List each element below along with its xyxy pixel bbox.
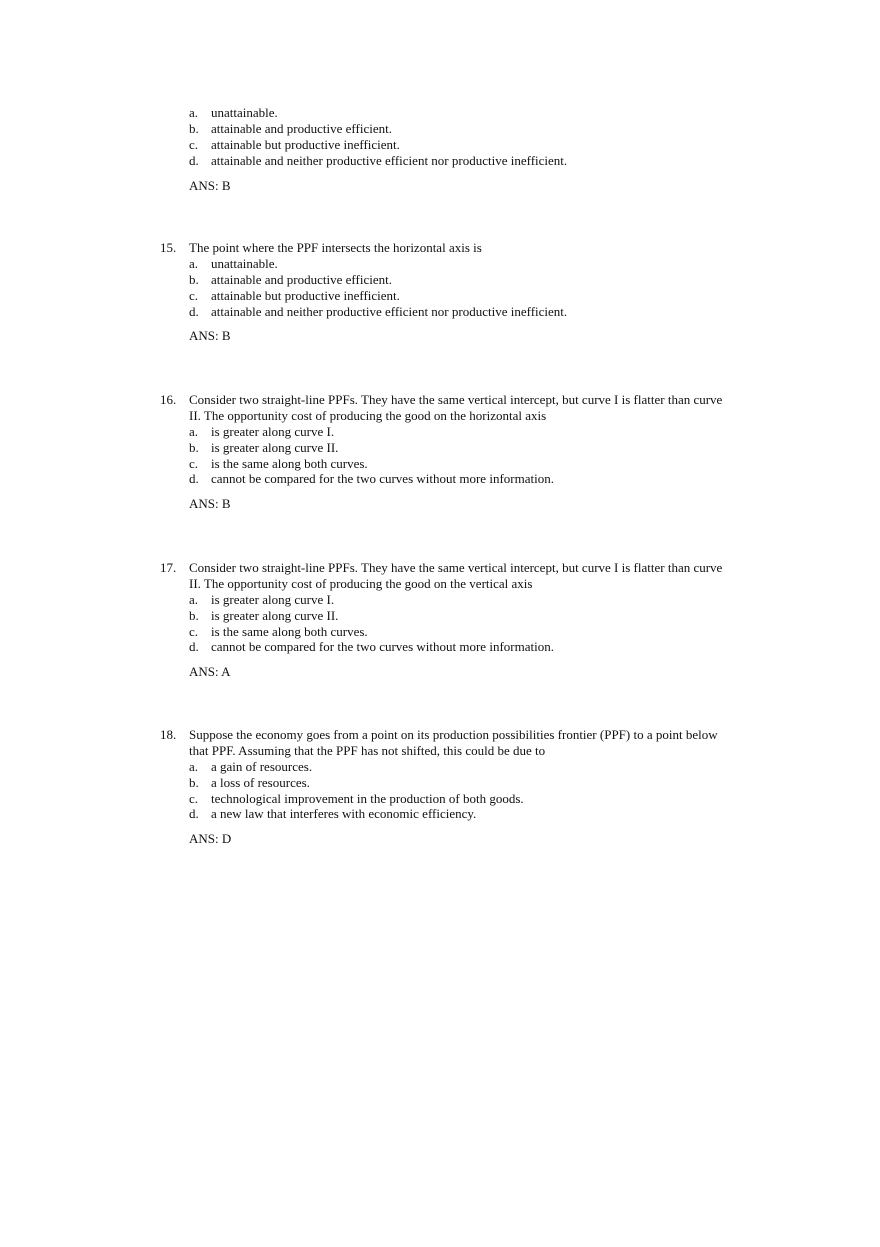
option-letter: c.	[189, 287, 199, 303]
question-stem-line	[0, 727, 880, 743]
spacer	[0, 319, 880, 328]
question-stem-line	[0, 408, 880, 424]
question-stem-line	[0, 743, 880, 759]
answer-option	[0, 456, 880, 472]
option-letter: a.	[189, 255, 199, 271]
answer-line	[0, 178, 880, 194]
answer-key: ANS: B	[189, 328, 231, 344]
option-letter: d.	[189, 152, 199, 168]
option-text: is greater along curve I.	[211, 591, 335, 607]
question-stem-line	[0, 576, 880, 592]
answer-option	[0, 424, 880, 440]
answer-option	[0, 105, 880, 121]
answer-line	[0, 496, 880, 512]
question-stem-text: II. The opportunity cost of producing the good on the horizontal axis	[189, 407, 547, 423]
option-text: technological improvement in the production of both goods.	[211, 790, 524, 806]
option-text: attainable and neither productive efficient nor productive inefficient.	[211, 303, 568, 319]
option-text: cannot be compared for the two curves without more information.	[211, 639, 554, 655]
spacer	[0, 487, 880, 496]
answer-option	[0, 759, 880, 775]
option-text: is greater along curve I.	[211, 423, 335, 439]
option-letter: d.	[189, 806, 199, 822]
option-letter: b.	[189, 607, 199, 623]
option-text: a gain of resources.	[211, 758, 313, 774]
question-number: 15.	[160, 240, 177, 255]
option-letter: a.	[189, 591, 199, 607]
option-letter: a.	[189, 758, 199, 774]
option-letter: d.	[189, 471, 199, 487]
question-stem-line	[0, 560, 880, 576]
option-letter: d.	[189, 639, 199, 655]
answer-option	[0, 304, 880, 320]
answer-line	[0, 664, 880, 680]
option-letter: b.	[189, 774, 199, 790]
answer-option	[0, 137, 880, 153]
question-number: 17.	[160, 560, 177, 575]
option-letter: d.	[189, 303, 199, 319]
option-text: is the same along both curves.	[211, 455, 368, 471]
question-number: 16.	[160, 392, 177, 407]
question-stem-text: Suppose the economy goes from a point on its production possibilities frontier (PPF) to a point below	[189, 727, 718, 742]
answer-option	[0, 806, 880, 822]
option-letter: b.	[189, 271, 199, 287]
option-text: is greater along curve II.	[211, 607, 339, 623]
question-block	[0, 560, 880, 680]
option-letter: b.	[189, 120, 199, 136]
answer-option	[0, 440, 880, 456]
answer-key: ANS: A	[189, 664, 231, 680]
answer-option	[0, 775, 880, 791]
question-stem-text: II. The opportunity cost of producing the good on the vertical axis	[189, 575, 533, 591]
option-text: a loss of resources.	[211, 774, 310, 790]
answer-option	[0, 608, 880, 624]
answer-option	[0, 471, 880, 487]
option-letter: c.	[189, 623, 199, 639]
option-letter: a.	[189, 105, 199, 120]
question-number: 18.	[160, 727, 177, 742]
option-letter: a.	[189, 423, 199, 439]
question-stem-line	[0, 240, 880, 256]
option-text: attainable but productive inefficient.	[211, 136, 400, 152]
answer-option	[0, 791, 880, 807]
spacer	[0, 822, 880, 831]
answer-option	[0, 624, 880, 640]
answer-option	[0, 592, 880, 608]
question-stem-text: Consider two straight-line PPFs. They have the same vertical intercept, but curve I is flatter than curve	[189, 392, 723, 407]
spacer	[0, 655, 880, 664]
option-text: a new law that interferes with economic efficiency.	[211, 806, 477, 822]
answer-key: ANS: D	[189, 831, 232, 847]
answer-key: ANS: B	[189, 177, 231, 193]
question-block	[0, 105, 880, 193]
question-block	[0, 240, 880, 344]
option-letter: c.	[189, 136, 199, 152]
answer-option	[0, 272, 880, 288]
option-text: unattainable.	[211, 255, 278, 271]
answer-line	[0, 328, 880, 344]
option-text: cannot be compared for the two curves without more information.	[211, 471, 554, 487]
option-letter: c.	[189, 455, 199, 471]
option-text: attainable but productive inefficient.	[211, 287, 400, 303]
option-text: attainable and neither productive efficient nor productive inefficient.	[211, 152, 568, 168]
question-block	[0, 727, 880, 847]
option-text: is greater along curve II.	[211, 439, 339, 455]
answer-option	[0, 288, 880, 304]
answer-option	[0, 256, 880, 272]
spacer	[0, 169, 880, 178]
answer-line	[0, 831, 880, 847]
option-text: unattainable.	[211, 105, 278, 120]
option-letter: c.	[189, 790, 199, 806]
answer-key: ANS: B	[189, 496, 231, 512]
option-text: is the same along both curves.	[211, 623, 368, 639]
question-block	[0, 392, 880, 512]
question-stem-text: The point where the PPF intersects the horizontal axis is	[189, 240, 482, 255]
option-text: attainable and productive efficient.	[211, 120, 392, 136]
question-stem-text: that PPF. Assuming that the PPF has not shifted, this could be due to	[189, 742, 546, 758]
answer-option	[0, 639, 880, 655]
question-stem-text: Consider two straight-line PPFs. They have the same vertical intercept, but curve I is flatter than curve	[189, 560, 723, 575]
question-stem-line	[0, 392, 880, 408]
answer-option	[0, 121, 880, 137]
answer-option	[0, 153, 880, 169]
option-text: attainable and productive efficient.	[211, 271, 392, 287]
option-letter: b.	[189, 439, 199, 455]
